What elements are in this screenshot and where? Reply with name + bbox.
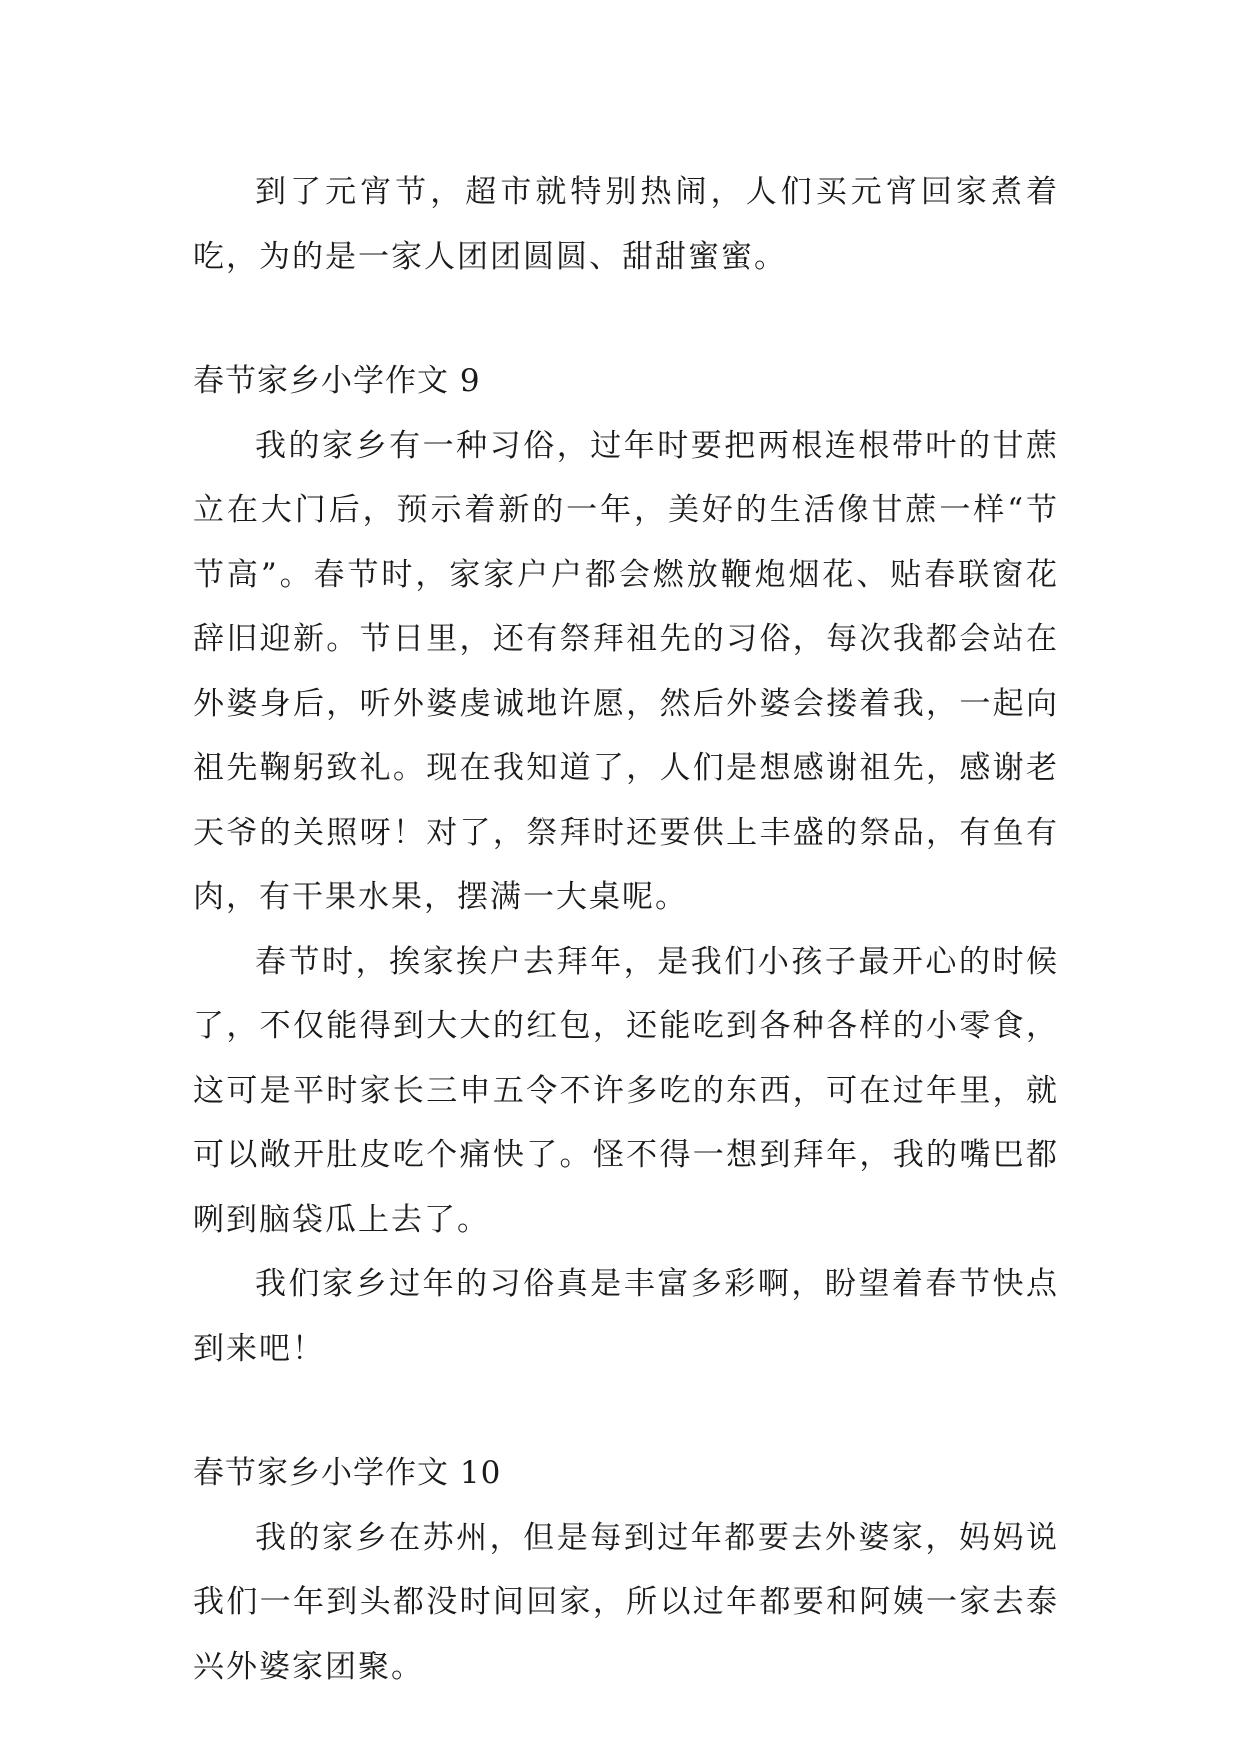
paragraph-essay-9-conclusion: 我们家乡过年的习俗真是丰富多彩啊，盼望着春节快点到来吧！ <box>193 1266 1059 1367</box>
paragraph-lantern-festival: 到了元宵节，超市就特别热闹，人们买元宵回家煮着吃，为的是一家人团团圆圆、甜甜蜜蜜。 <box>193 174 1059 275</box>
paragraph-essay-9-new-year-visits: 春节时，挨家挨户去拜年，是我们小孩子最开心的时候了，不仅能得到大大的红包，还能吃到各种各样的小零食，这可是平时家长三申五令不许多吃的东西，可在过年里，就可以敞开肚皮吃个痛快了。怪不得一想到拜年，我的嘴巴都咧到脑袋瓜上去了。 <box>193 943 1059 1238</box>
paragraph-essay-9-customs: 我的家乡有一种习俗，过年时要把两根连根带叶的甘蔗立在大门后，预示着新的一年，美好的生活像甘蔗一样“节节高”。春节时，家家户户都会燃放鞭炮烟花、贴春联窗花辞旧迎新。节日里，还有祭拜祖先的习俗，每次我都会站在外婆身后，听外婆虔诚地许愿，然后外婆会搂着我，一起向祖先鞠躬致礼。现在我知道了，人们是想感谢祖先，感谢老天爷的关照呀！对了，祭拜时还要供上丰盛的祭品，有鱼有肉，有干果水果，摆满一大桌呢。 <box>193 427 1059 915</box>
section-spacer <box>193 289 1059 349</box>
section-spacer <box>193 1381 1059 1441</box>
section-heading-essay-9: 春节家乡小学作文 9 <box>193 363 481 399</box>
paragraph-essay-10-intro: 我的家乡在苏州，但是每到过年都要去外婆家，妈妈说我们一年到头都没时间回家，所以过年都要和阿姨一家去泰兴外婆家团聚。 <box>193 1519 1059 1685</box>
section-heading-essay-10: 春节家乡小学作文 10 <box>193 1455 502 1491</box>
document-body <box>193 160 1059 1699</box>
